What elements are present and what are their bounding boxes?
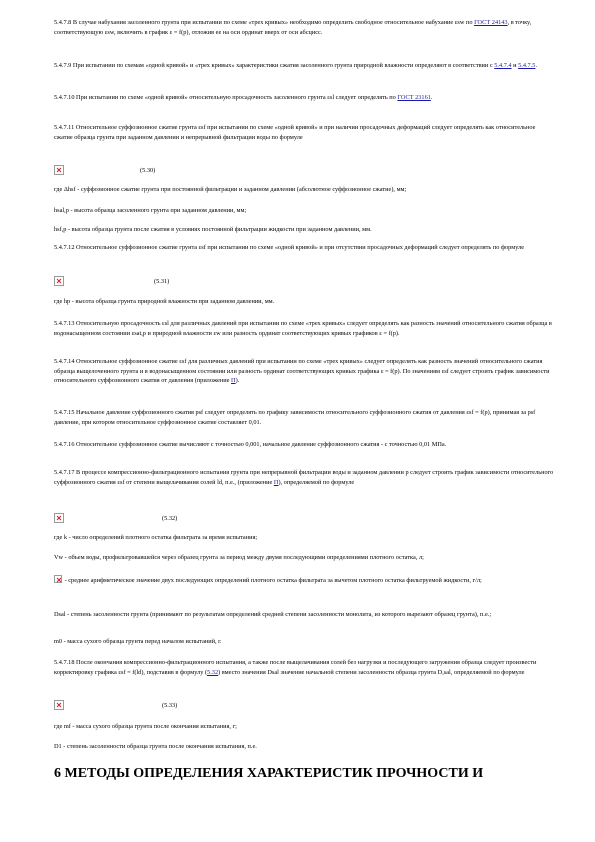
text-run: Dsal - степень засоленности грунта (принимают по результатам определений средней степени засоленности монолита, из которого вырезают образец грунта), п.е.; (54, 611, 492, 618)
paragraph-5-4-7-16 (54, 440, 554, 450)
text-run: ), определяемой по формуле (278, 478, 355, 486)
definition-mf (54, 722, 554, 732)
paragraph-5-4-7-17 (54, 468, 554, 487)
text-run: hsf,p - высота образца грунта после сжатия в условиях постоянной фильтрации жидкости при заданном давлении, мм. (54, 226, 372, 233)
text-run: где Δhsf - суффозионное сжатие грунта при постоянной фильтрации и заданном давлении (абсолютное суффозионное сжатие), мм; (54, 186, 407, 193)
definition-vw (54, 553, 554, 563)
text-run: hsal,p - высота образца засоленного грунта при заданном давлении, мм; (54, 207, 247, 214)
text-run: D1 - степень засоленности образца грунта после окончания испытания, п.е. (54, 743, 257, 750)
paragraph-5-4-7-10 (54, 93, 554, 103)
formula-5-30 (54, 164, 354, 178)
text-run: 5.4.7.15 Начальное давление суффозионного сжатия psf следует определять по графику зависимости относительного суффозионного сжатия от давления εsf = f(p), принимая за psf давление, при котором относительное суффозионное сжатие составляет 0,01. (54, 409, 536, 426)
definition-hp (54, 297, 554, 307)
text-run: . (535, 62, 538, 69)
paragraph-5-4-7-15 (54, 408, 554, 427)
text-run: 5.4.7.12 Относительное суффозионное сжатие грунта εsf при испытании по схеме «одной кривой» и при отсутствии просадочных деформаций следует определять по формуле (54, 244, 525, 251)
definition-hsal-p (54, 206, 554, 216)
formula-number: (5.32) (162, 515, 178, 522)
paragraph-5-4-7-12 (54, 243, 554, 253)
paragraph-5-4-7-11 (54, 123, 554, 142)
text-run: 5.4.7.16 Относительное суффозионное сжатие вычисляют с точностью 0,001, начальное давление суффозионного сжатия - с точностью 0,01 МПа. (54, 441, 447, 448)
text-run: 5.4.7.8 В случае набухания засоленного грунта при испытании по схеме «трех кривых» необходимо определить свободное относительное набухание εsw по (54, 19, 475, 26)
text-run: 5.4.7.14 Относительное суффозионное сжатие εsf для различных давлений при испытании по схеме «трех кривых» следует определять как разность значений относительного сжатия образца выщелоченного грунта и в водонасыщенном состоянии или разность ординат соответствующих кривых графика ε = f(p). По значениям εsf следует строить график зависимости относительного суффозионного сжатия от давления (приложение (54, 358, 550, 385)
document-link[interactable]: ГОСТ 24143 (474, 19, 508, 26)
broken-image-icon (54, 513, 64, 523)
text-run: и (511, 62, 519, 69)
definition-hsf-p (54, 225, 554, 235)
formula-number: (5.31) (154, 278, 170, 285)
text-run: где k - число определений плотного остатка фильтрата за время испытания; (54, 534, 258, 541)
paragraph-5-4-7-18 (54, 658, 554, 677)
broken-image-icon (54, 575, 62, 583)
text-run: ). (235, 377, 240, 385)
text-run: m0 - масса сухого образца грунта перед началом испытаний, г. (54, 638, 222, 645)
document-link[interactable]: ГОСТ 23161 (397, 94, 431, 101)
text-run: ) вместо значения Dsal значение начальной степени засоленности образца грунта D,sal, определяемой по формуле (218, 668, 525, 676)
definition-m0 (54, 637, 554, 647)
definition-mean-residue (54, 575, 554, 586)
broken-image-icon (54, 700, 64, 710)
definition-k (54, 533, 554, 543)
definition-delta-hsf (54, 185, 554, 195)
formula-5-33 (54, 699, 354, 713)
text-run: Vw - объем воды, профильтровавшейся через образец грунта за период между двумя последующими определениями плотного остатка, л; (54, 554, 424, 561)
text-run: 5.4.7.10 При испытании по схеме «одной кривой» относительную просадочность засоленного грунта εsl следует определять по (54, 94, 398, 101)
document-link[interactable]: 5.32 (207, 668, 219, 676)
definition-dsal (54, 610, 554, 620)
paragraph-5-4-7-8 (54, 18, 554, 37)
text-run: 5.4.7.9 При испытании по схемам «одной кривой» и «трех кривых» характеристики сжатия засоленного грунта природной влажности определяют в соответствии с (54, 62, 495, 69)
text-run: - среднее арифметическое значение двух последующих определений плотного остатка фильтрата за вычетом плотного остатка фильтруемой жидкости, г/л; (63, 577, 482, 584)
text-run: . (430, 94, 433, 101)
paragraph-5-4-7-14 (54, 357, 554, 386)
text-run: где mf - масса сухого образца грунта после окончания испытания, г; (54, 723, 237, 730)
formula-5-32 (54, 512, 354, 526)
formula-5-31 (54, 275, 354, 289)
formula-number: (5.33) (162, 702, 178, 709)
section-heading: 6 МЕТОДЫ ОПРЕДЕЛЕНИЯ ХАРАКТЕРИСТИК ПРОЧНОСТИ И (54, 766, 484, 781)
formula-number: (5.30) (140, 167, 156, 174)
document-link[interactable]: П (273, 478, 279, 486)
text-run: где hp - высота образца грунта природной влажности при заданном давлении, мм. (54, 298, 275, 305)
text-run: 5.4.7.13 Относительную просадочность εsl для различных давлений при испытании по схеме «трех кривых» следует определять как разность значений относительного сжатия образца в водонасыщенном состоянии εsat,p и природной влажности εw или разность ординат соответствующих кривых графиков ε = f(p). (54, 320, 552, 337)
document-link[interactable]: 5.4.7.4 (494, 62, 512, 69)
document-link[interactable]: 5.4.7.5 (518, 62, 536, 69)
text-run: 5.4.7.18 После окончания компрессионно-фильтрационного испытания, а также после выщелачивания солей без нагрузки и последующего загружения образца следует произвести корректировку графика εsf = f(ld), подставив в формулу ( (54, 659, 537, 676)
document-link[interactable]: П (231, 377, 236, 385)
text-run: , в точку, соответствующую εsw, включить в график ε = f(p), отложив ее на оси ординат вверх от оси абсцисс. (54, 19, 532, 36)
definition-d1 (54, 742, 554, 752)
paragraph-5-4-7-13 (54, 319, 554, 338)
broken-image-icon (54, 276, 64, 286)
text-run: 5.4.7.11 Относительное суффозионное сжатие грунта εsf при испытании по схеме «одной кривой» и при наличии просадочных деформаций следует определять как относительное сжатие образца грунта при заданном давлении и непрерывной фильтрации воды по формуле (54, 124, 536, 141)
text-run: 5.4.7.17 В процессе компрессионно-фильтрационного испытания грунта при непрерывной фильтрации воды и заданном давлении p следует строить график зависимости относительного суффозионного сжатия εsf от степени выщелачивания солей ld, п.е., (приложение (54, 469, 554, 486)
paragraph-5-4-7-9 (54, 61, 554, 71)
broken-image-icon (54, 165, 64, 175)
